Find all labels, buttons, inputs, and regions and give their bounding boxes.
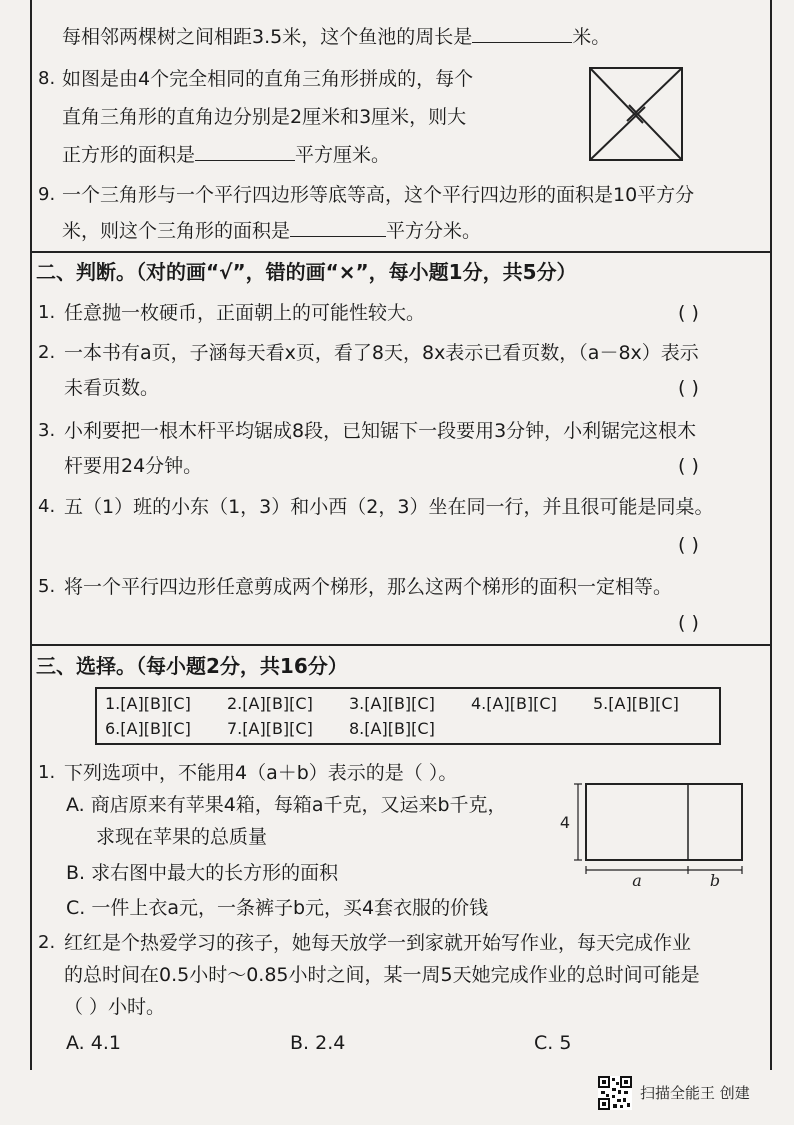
section-divider-1 (30, 251, 772, 253)
judge-2-answer[interactable]: ( ) (678, 377, 699, 399)
answer-choice-3[interactable]: 3.[A][B][C] (349, 694, 435, 713)
q8-unit: 平方厘米。 (295, 144, 391, 166)
choice-1-option-c[interactable]: C. 一件上衣a元，一条裤子b元，买4套衣服的价钱 (66, 897, 489, 919)
answer-choice-5[interactable]: 5.[A][B][C] (593, 694, 679, 713)
judge-3-answer[interactable]: ( ) (678, 455, 699, 477)
choice-1-number: 1. (38, 762, 56, 783)
section-divider-2 (30, 644, 772, 646)
choice-2-option-c[interactable]: C. 5 (534, 1032, 572, 1054)
q8-number: 8. (38, 68, 56, 89)
q8-line1: 如图是由4个完全相同的直角三角形拼成的，每个 (62, 68, 474, 90)
judge-1-text: 任意抛一枚硬币，正面朝上的可能性较大。 (64, 302, 426, 324)
answer-choice-8[interactable]: 8.[A][B][C] (349, 719, 435, 738)
q7-unit: 米。 (572, 26, 611, 48)
q7-text: 每相邻两棵树之间相距3.5米，这个鱼池的周长是 (62, 26, 473, 48)
q9-line1: 一个三角形与一个平行四边形等底等高，这个平行四边形的面积是10平方分 (62, 184, 695, 206)
answer-choice-7[interactable]: 7.[A][B][C] (227, 719, 313, 738)
section3-title: 三、选择。（每小题2分，共16分） (36, 654, 348, 678)
judge-4-text: 五（1）班的小东（1，3）和小西（2，3）坐在同一行，并且很可能是同桌。 (64, 496, 714, 518)
q7-blank[interactable] (472, 24, 572, 43)
choice-1-stem: 下列选项中，不能用4（a＋b）表示的是（ ）。 (64, 762, 458, 784)
q9-line2 (62, 218, 481, 244)
choice-1-option-b[interactable]: B. 求右图中最大的长方形的面积 (66, 862, 339, 884)
choice-2-line1: 红红是个热爱学习的孩子，她每天放学一到家就开始写作业，每天完成作业 (64, 932, 692, 954)
judge-4-number: 4. (38, 496, 56, 517)
choice-2-line3: （ ）小时。 (64, 996, 166, 1018)
q8-line2: 直角三角形的直角边分别是2厘米和3厘米，则大 (62, 106, 467, 128)
judge-5-number: 5. (38, 576, 56, 597)
judge-2-line2: 未看页数。 (64, 377, 160, 399)
qr-code-icon (598, 1076, 632, 1110)
scanner-watermark: 扫描全能王 创建 (640, 1084, 750, 1102)
choice-1-option-a-line2: 求现在苹果的总质量 (96, 826, 268, 848)
judge-1-answer[interactable]: ( ) (678, 302, 699, 324)
pinwheel-square-figure (588, 66, 684, 162)
figure-label-4: 4 (559, 813, 570, 832)
judge-5-text: 将一个平行四边形任意剪成两个梯形，那么这两个梯形的面积一定相等。 (64, 576, 673, 598)
judge-4-answer[interactable]: ( ) (678, 534, 699, 556)
page-frame-left (30, 0, 32, 1070)
answer-choice-4[interactable]: 4.[A][B][C] (471, 694, 557, 713)
q9-text: 米，则这个三角形的面积是 (62, 220, 291, 242)
choice-2-line2: 的总时间在0.5小时～0.85小时之间，某一周5天她完成作业的总时间可能是 (64, 964, 700, 986)
answer-choice-1[interactable]: 1.[A][B][C] (105, 694, 191, 713)
answer-choice-2[interactable]: 2.[A][B][C] (227, 694, 313, 713)
judge-3-number: 3. (38, 420, 56, 441)
q8-line3 (62, 142, 390, 168)
judge-5-answer[interactable]: ( ) (678, 612, 699, 634)
figure-label-b: b (709, 871, 721, 890)
q9-number: 9. (38, 184, 56, 205)
answer-choice-6[interactable]: 6.[A][B][C] (105, 719, 191, 738)
judge-3-line1: 小利要把一根木杆平均锯成8段，已知锯下一段要用3分钟，小利锯完这根木 (64, 420, 697, 442)
choice-2-number: 2. (38, 932, 56, 953)
rectangle-ab-figure (552, 780, 752, 890)
q8-text: 正方形的面积是 (62, 144, 196, 166)
judge-2-line1: 一本书有a页，子涵每天看x页，看了8天，8x表示已看页数，（a－8x）表示 (64, 342, 699, 364)
judge-2-number: 2. (38, 342, 56, 363)
judge-3-line2: 杆要用24分钟。 (64, 455, 203, 477)
section2-title: 二、判断。（对的画“√”，错的画“×”，每小题1分，共5分） (36, 260, 577, 284)
judge-1-number: 1. (38, 302, 56, 323)
choice-1-option-a-line1[interactable]: A. 商店原来有苹果4箱，每箱a千克，又运来b千克， (66, 794, 507, 816)
q7-tail (62, 24, 610, 50)
answer-sheet-box (95, 687, 721, 745)
q9-unit: 平方分米。 (386, 220, 482, 242)
figure-label-a: a (632, 871, 642, 890)
choice-2-option-a[interactable]: A. 4.1 (66, 1032, 121, 1054)
choice-2-option-b[interactable]: B. 2.4 (290, 1032, 346, 1054)
q9-blank[interactable] (290, 218, 386, 237)
page-frame-right (770, 0, 772, 1070)
q8-blank[interactable] (195, 142, 295, 161)
